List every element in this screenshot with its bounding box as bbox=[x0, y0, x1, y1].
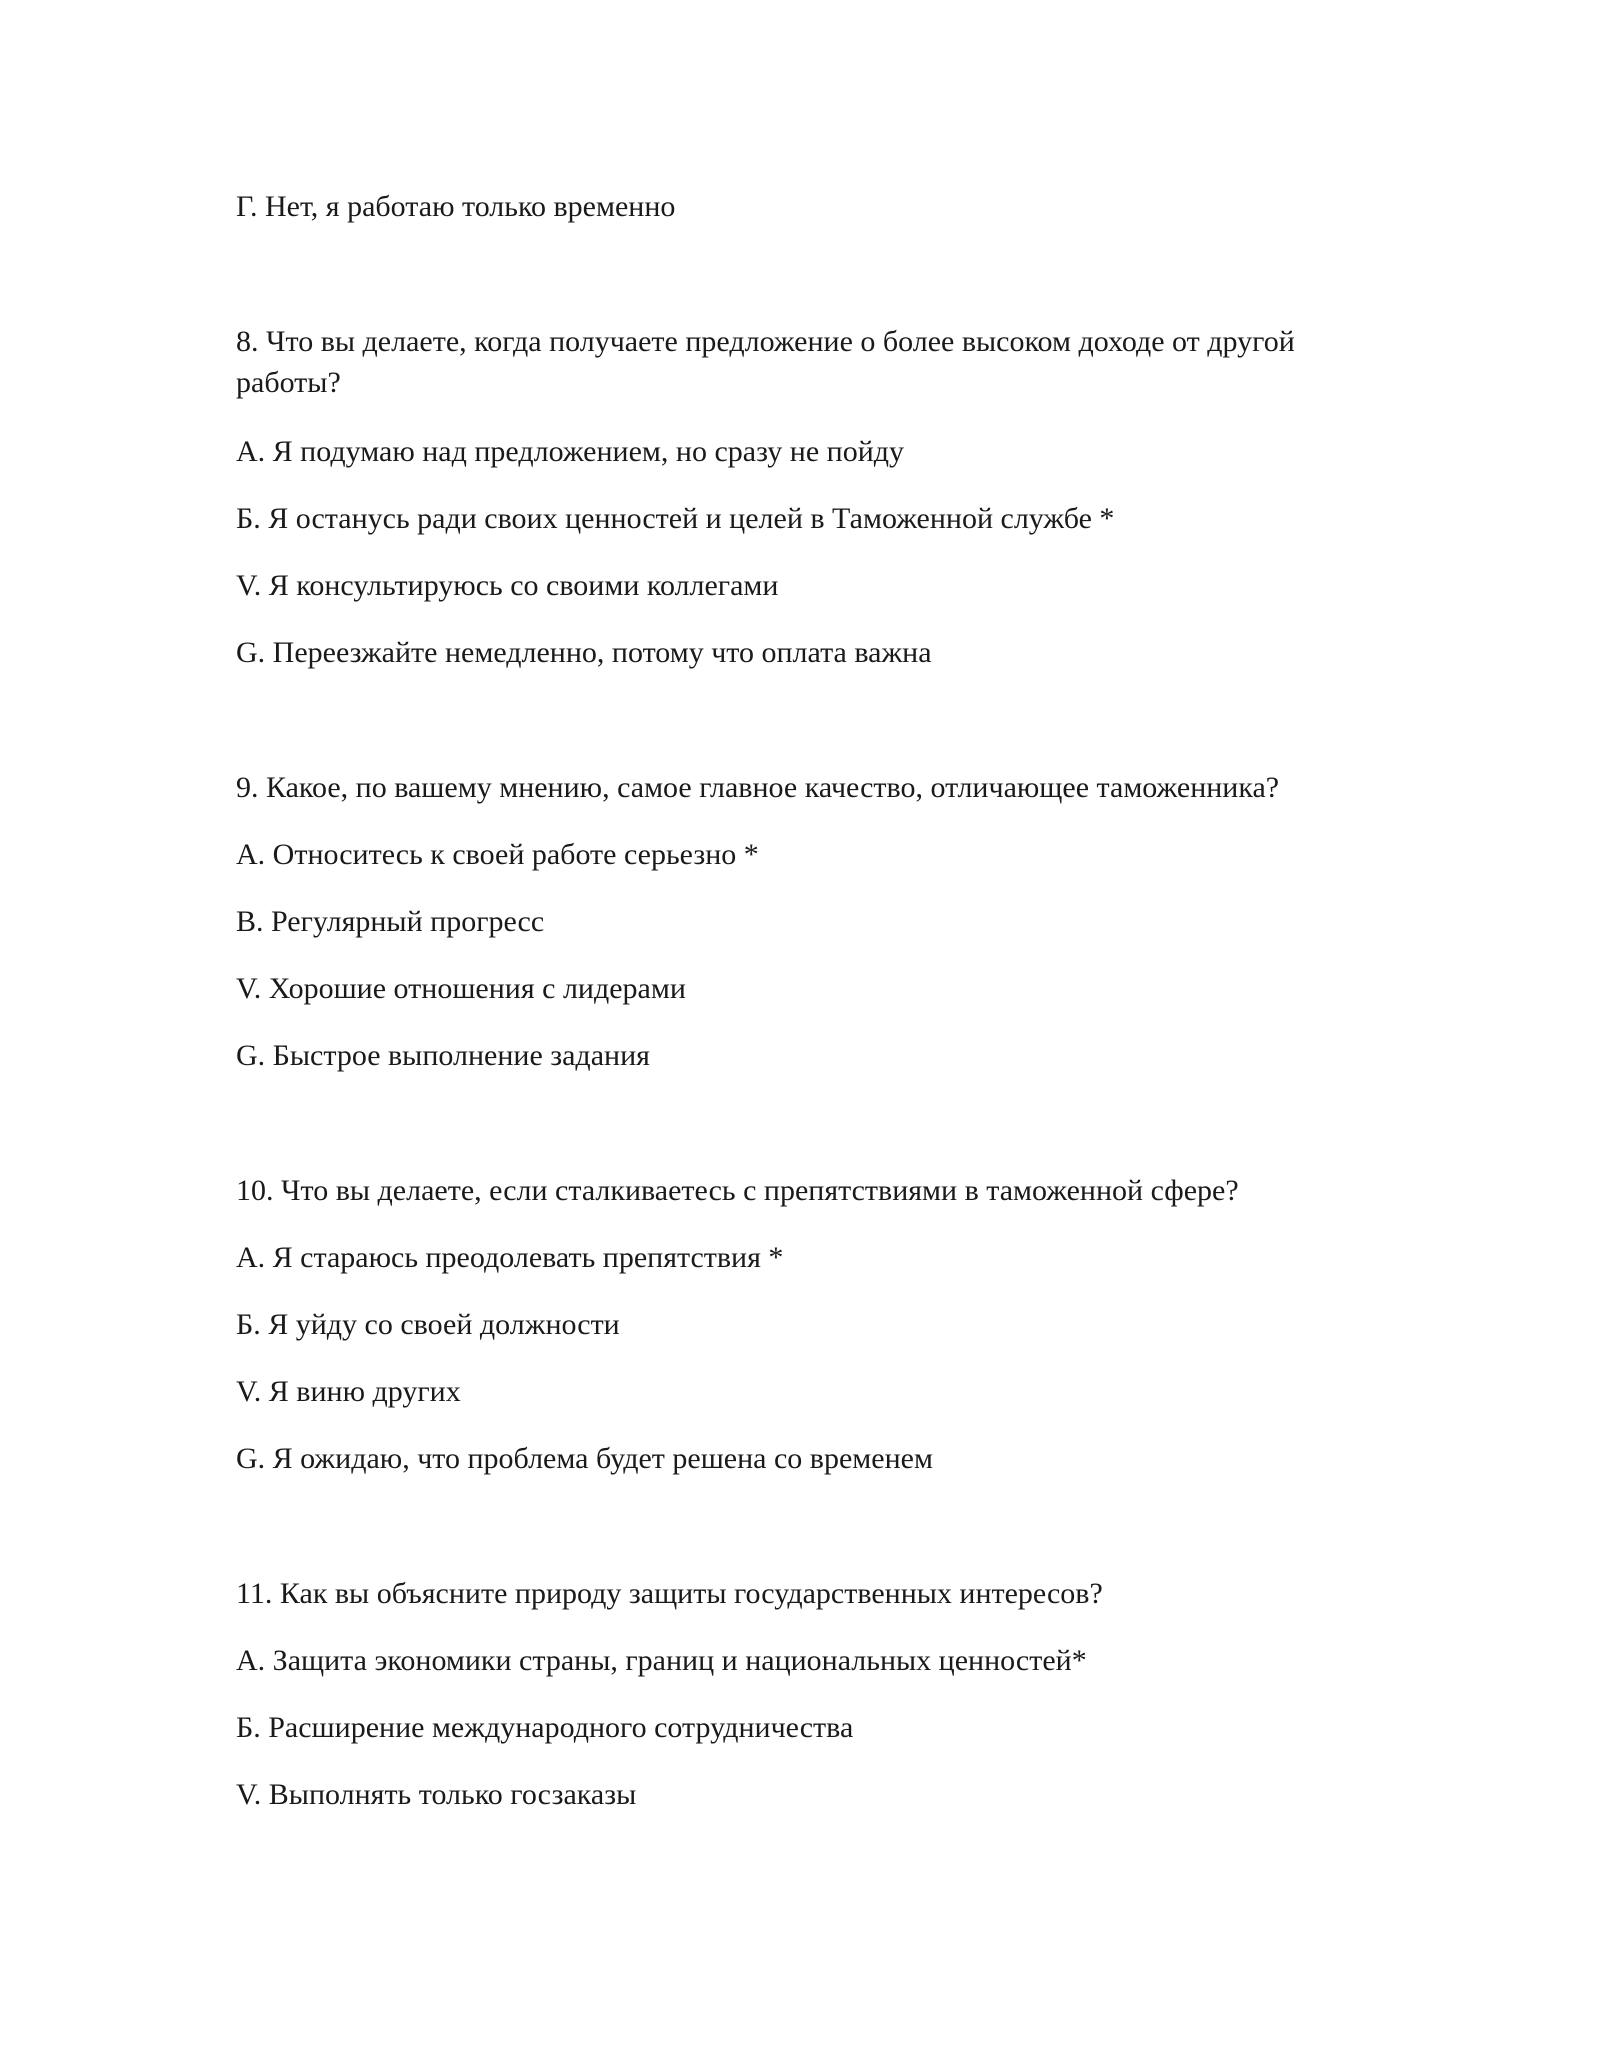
answer-option-b-q8: Б. Я останусь ради своих ценностей и целей в Таможенной службе * bbox=[236, 502, 1115, 535]
answer-option-a-q9: А. Относитесь к своей работе серьезно * bbox=[236, 838, 759, 871]
answer-option-g-q7: Г. Нет, я работаю только временно bbox=[236, 190, 676, 223]
question-9: 9. Какое, по вашему мнению, самое главное качество, отличающее таможенника? bbox=[236, 771, 1280, 804]
answer-option-v-q9: V. Хорошие отношения с лидерами bbox=[236, 972, 686, 1005]
answer-option-v-q10: V. Я виню других bbox=[236, 1375, 461, 1408]
answer-option-b-q11: Б. Расширение международного сотрудничества bbox=[236, 1711, 854, 1744]
answer-option-a-q11: А. Защита экономики страны, границ и национальных ценностей* bbox=[236, 1644, 1087, 1677]
question-8: 8. Что вы делаете, когда получаете предложение о более высоком доходе от другой работы? bbox=[236, 325, 1295, 399]
question-11: 11. Как вы объясните природу защиты государственных интересов? bbox=[236, 1577, 1103, 1610]
answer-option-a-q8: А. Я подумаю над предложением, но сразу не пойду bbox=[236, 435, 905, 468]
answer-option-g-q8: G. Переезжайте немедленно, потому что оплата важна bbox=[236, 636, 932, 669]
answer-option-b-q9: B. Регулярный прогресс bbox=[236, 905, 545, 938]
answer-option-a-q10: А. Я стараюсь преодолевать препятствия * bbox=[236, 1241, 784, 1274]
answer-option-g-q9: G. Быстрое выполнение задания bbox=[236, 1039, 650, 1072]
question-10: 10. Что вы делаете, если сталкиваетесь с препятствиями в таможенной сфере? bbox=[236, 1174, 1239, 1207]
answer-option-g-q10: G. Я ожидаю, что проблема будет решена со временем bbox=[236, 1442, 933, 1475]
answer-option-v-q8: V. Я консультируюсь со своими коллегами bbox=[236, 569, 779, 602]
answer-option-v-q11: V. Выполнять только госзаказы bbox=[236, 1778, 637, 1811]
answer-option-b-q10: Б. Я уйду со своей должности bbox=[236, 1308, 620, 1341]
